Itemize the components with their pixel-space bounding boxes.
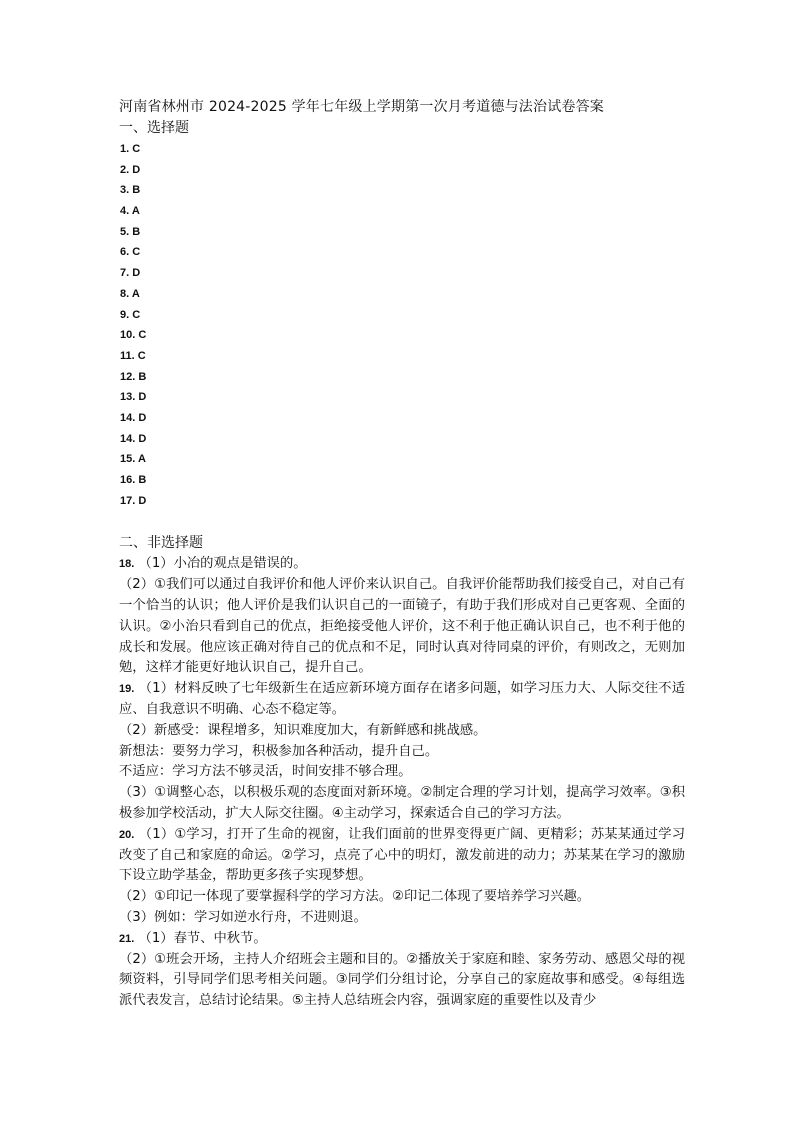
answer-item: 10. C — [120, 329, 147, 342]
q19-part5: （3）①调整心态，以积极乐观的态度面对新环境。②制定合理的学习计划，提高学习效率。③积极参加学校活动，扩大人际交往圈。④主动学习，探索适合自己的学习方法。 — [119, 785, 685, 821]
section-heading-choice: 一、选择题 — [119, 120, 189, 136]
answer-item: 17. D — [120, 494, 147, 507]
answer-list — [119, 139, 685, 511]
section-heading-nonchoice: 二、非选择题 — [119, 535, 203, 552]
answer-item: 14. D — [120, 411, 147, 424]
q18-part1: 18. （1）小冶的观点是错误的。 — [119, 556, 307, 572]
answer-item: 14. D — [120, 432, 147, 445]
q18-part2: （2）①我们可以通过自我评价和他人评价来认识自己。自我评价能帮助我们接受自己，对自己有一个恰当的认识；他人评价是我们认识自己的一面镜子，有助于我们形成对自己更客观、全面的认识。②小治只看到自己的优点，拒绝接受他人评价，这不利于他正确认识自己，也不利于他的成长和发展。他应该正确对待自己的优点和不足，同时认真对待同桌的评价，有则改之，无则加勉，这样才能更好地认识自己，提升自己。 — [119, 577, 685, 676]
spacer — [119, 511, 685, 533]
q21-part2: （2）①班会开场，主持人介绍班会主题和目的。②播放关于家庭和睦、家务劳动、感恩父母的视频资料，引导同学们思考相关问题。③同学们分组讨论，分享自己的家庭故事和感受。④每组选派代表发言，总结讨论结果。⑤主持人总结班会内容，强调家庭的重要性以及青少 — [119, 951, 685, 1009]
q19-part4: 不适应：学习方法不够灵活，时间安排不够合理。 — [119, 764, 412, 780]
document-content — [119, 97, 685, 1012]
answer-item: 5. B — [120, 225, 141, 238]
answer-item: 4. A — [120, 205, 140, 218]
question-number: 21. — [119, 932, 135, 945]
q19-part1: 19. （1）材料反映了七年级新生在适应新环境方面存在诸多问题，如学习压力大、人际交往不适应、自我意识不明确、心态不稳定等。 — [119, 681, 685, 717]
answer-item: 16. B — [120, 474, 147, 486]
answer-item: 3. B — [120, 184, 141, 197]
question-number: 19. — [119, 683, 135, 696]
q20-part1: 20. （1）①学习，打开了生命的视窗，让我们面前的世界变得更广阔、更精彩；苏某某通过学习改变了自己和家庭的命运。②学习，点亮了心中的明灯，激发前进的动力；苏某某在学习的激励下设立助学基金，帮助更多孩子实现梦想。 — [119, 826, 685, 884]
answer-item: 6. C — [120, 246, 141, 259]
document-title: 河南省林州市 2024-2025 学年七年级上学期第一次月考道德与法治试卷答案 — [119, 99, 605, 115]
q19-part3: 新想法：要努力学习，积极参加各种活动，提升自己。 — [119, 743, 439, 759]
answer-item: 2. D — [120, 163, 141, 176]
q19-part2: （2）新感受：课程增多，知识难度加大，有新鲜感和挑战感。 — [119, 722, 487, 738]
answer-item: 11. C — [120, 349, 146, 362]
q20-part3: （3）例如：学习如逆水行舟，不进则退。 — [119, 909, 367, 925]
answer-item: 12. B — [120, 370, 147, 383]
answer-item: 9. C — [120, 308, 141, 321]
answer-item: 13. D — [120, 391, 147, 404]
question-number: 18. — [119, 558, 135, 571]
q21-part1: 21. （1）春节、中秋节。 — [119, 930, 267, 946]
answer-item: 8. A — [120, 287, 140, 300]
answer-item: 1. C — [120, 143, 141, 155]
answer-item: 15. A — [120, 453, 146, 466]
answer-item: 7. D — [120, 267, 141, 280]
q20-part2: （2）①印记一体现了要掌握科学的学习方法。②印记二体现了要培养学习兴趣。 — [119, 889, 591, 905]
question-number: 20. — [119, 828, 135, 841]
